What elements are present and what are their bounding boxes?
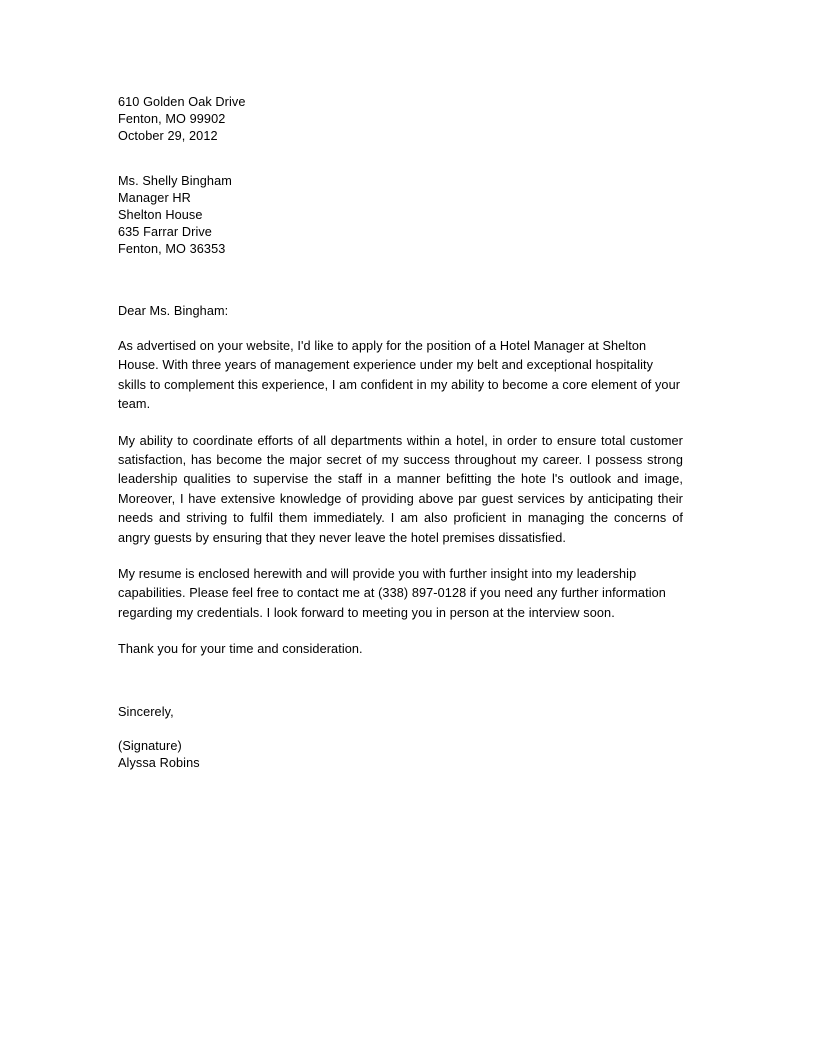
recipient-street: 635 Farrar Drive [118, 225, 212, 239]
body-paragraph-4: Thank you for your time and consideration. [118, 642, 363, 657]
closing-salutation: Sincerely, [118, 704, 174, 719]
recipient-address [118, 173, 683, 258]
body-paragraph-1: As advertised on your website, I'd like to apply for the position of a Hotel Manager at Shelton House. With three years of management experience under my belt and exceptional hospitality skills to complement this experience, I am confident in my ability to become a core element of your team. [118, 339, 681, 412]
recipient-title: Manager HR [118, 191, 191, 205]
sender-address-line: Fenton, MO 99902 [118, 112, 226, 126]
signature-block [118, 738, 683, 772]
recipient-company: Shelton House [118, 208, 203, 222]
letter-body [118, 94, 683, 772]
body-paragraph-2: My ability to coordinate efforts of all departments within a hotel, in order to ensure total customer satisfaction, has become the major secret of my success throughout my career. I possess strong leadership qualities to supervise the staff in a manner befitting the hote l's outlook and image, Moreover, I have extensive knowledge of providing above par guest services by anticipating their needs and striving to fulfil them immediately. I am also proficient in managing the concerns of angry guests by ensuring that they never leave the hotel premises dissatisfied. [118, 433, 683, 545]
signer-name: Alyssa Robins [118, 755, 200, 770]
salutation: Dear Ms. Bingham: [118, 304, 229, 318]
recipient-name: Ms. Shelly Bingham [118, 174, 232, 188]
recipient-city-state-zip: Fenton, MO 36353 [118, 242, 226, 256]
body-paragraph-3: My resume is enclosed herewith and will provide you with further insight into my leadership capabilities. Please feel free to contact me at (338) 897-0128 if you need any further information regarding my credentials. I look forward to meeting you in person at the interview soon. [118, 567, 666, 620]
letter-date: October 29, 2012 [118, 129, 218, 143]
signature-placeholder: (Signature) [118, 738, 182, 753]
sender-address-line: 610 Golden Oak Drive [118, 95, 246, 109]
sender-address [118, 94, 683, 145]
